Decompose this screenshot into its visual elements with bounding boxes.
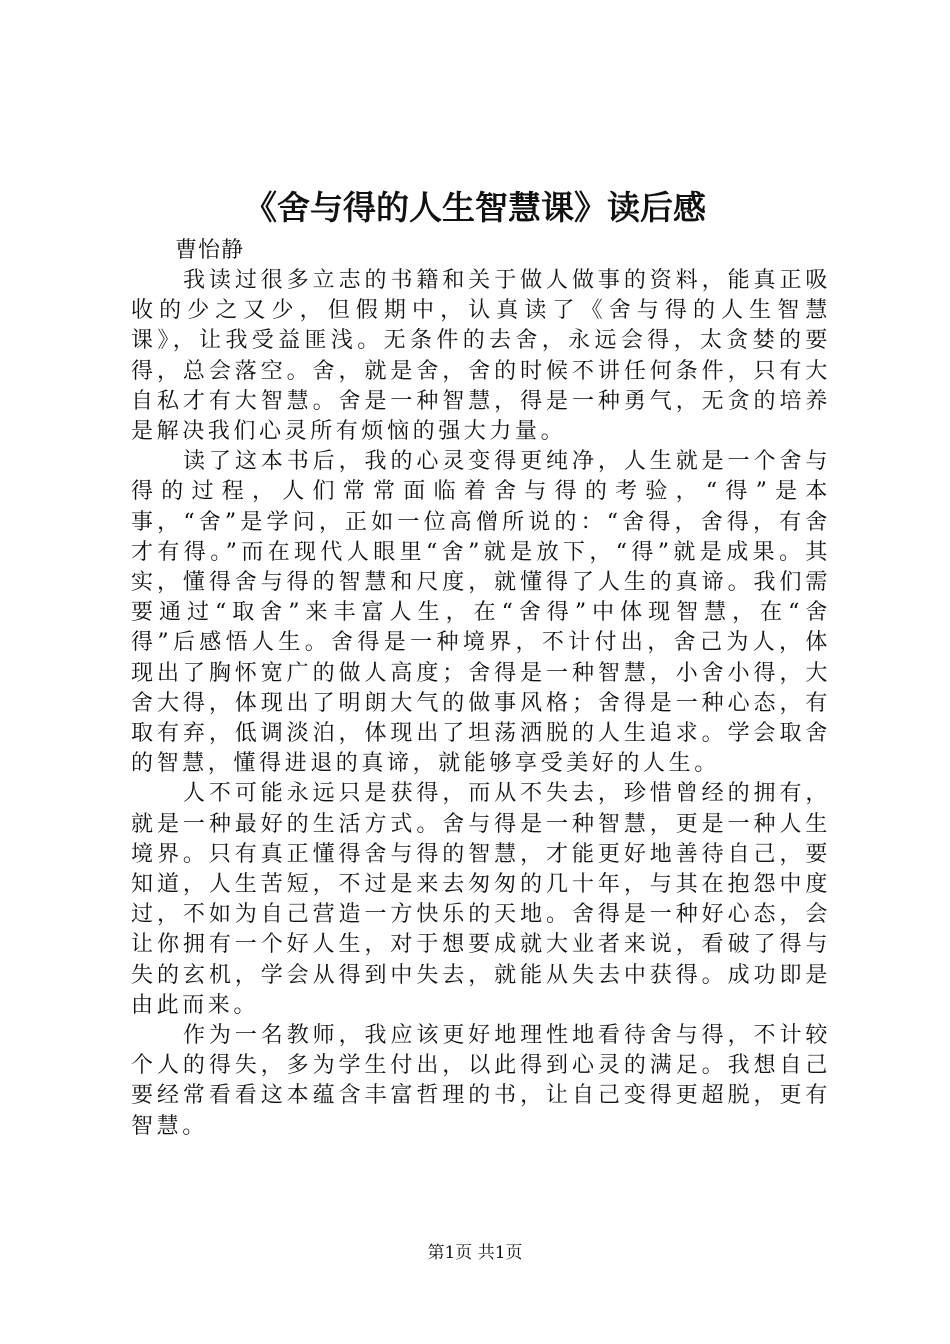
paragraph-2: 读了这本书后，我的心灵变得更纯净，人生就是一个舍与得的过程，人们常常面临着舍与得的考验，“得”是本事，“舍”是学问，正如一位高僧所说的：“舍得，舍得，有舍才有得。”而在现代人眼里“舍”就是放下，“得”就是成果。其实，懂得舍与得的智慧和尺度，就懂得了人生的真谛。我们需要通过“取舍”来丰富人生，在“舍得”中体现智慧，在“舍得”后感悟人生。舍得是一种境界，不计付出，舍己为人，体现出了胸怀宽广的做人高度；舍得是一种智慧，小舍小得，大舍大得，体现出了明朗大气的做事风格；舍得是一种心态，有取有弃，低调淡泊，体现出了坦荡洒脱的人生追求。学会取舍的智慧，懂得进退的真谛，就能够享受美好的人生。: [131, 449, 831, 777]
document-body: [131, 236, 831, 1142]
document-title: 《舍与得的人生智慧课》读后感: [244, 188, 706, 227]
paragraph-1: 我读过很多立志的书籍和关于做人做事的资料，能真正吸收的少之又少，但假期中，认真读了《舍与得的人生智慧课》，让我受益匪浅。无条件的去舍，永远会得，太贪婪的要得，总会落空。舍，就是舍，舍的时候不讲任何条件，只有大自私才有大智慧。舍是一种智慧，得是一种勇气，无贪的培养是解决我们心灵所有烦恼的强大力量。: [131, 268, 831, 445]
author-name: 曹怡静: [175, 238, 245, 263]
page-footer: 第1页 共1页: [427, 1243, 523, 1263]
paragraph-3: 人不可能永远只是获得，而从不失去，珍惜曾经的拥有，就是一种最好的生活方式。舍与得是一种智慧，更是一种人生境界。只有真正懂得舍与得的智慧，才能更好地善待自己，要知道，人生苦短，不过是来去匆匆的几十年，与其在抱怨中度过，不如为自己营造一方快乐的天地。舍得是一种好心态，会让你拥有一个好人生，对于想要成就大业者来说，看破了得与失的玄机，学会从得到中失去，就能从失去中获得。成功即是由此而来。: [131, 781, 831, 1018]
paragraph-4: 作为一名教师，我应该更好地理性地看待舍与得，不计较个人的得失，多为学生付出，以此得到心灵的满足。我想自己要经常看看这本蕴含丰富哲理的书，让自己变得更超脱，更有智慧。: [131, 1023, 831, 1139]
